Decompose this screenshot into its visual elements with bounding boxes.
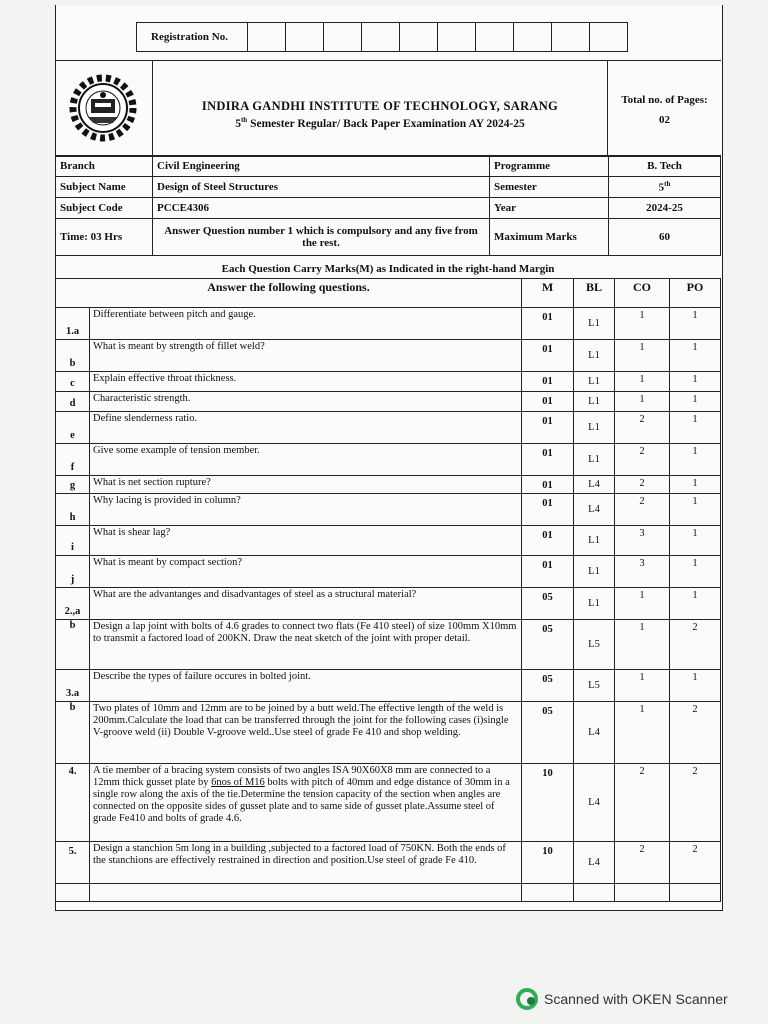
question-bl: L5 [574,620,615,670]
question-row [56,412,721,444]
question-bl: L4 [574,476,615,494]
question-number: g [56,476,90,494]
question-number: b [56,702,90,764]
gear-emblem-icon [55,61,152,156]
question-co: 2 [615,444,670,476]
co-header: CO [615,279,670,308]
question-row [56,444,721,476]
reg-digit-box [247,23,285,51]
question-co: 1 [615,620,670,670]
reg-digit-box [589,23,627,51]
table-header-row [56,279,721,308]
question-bl: L1 [574,412,615,444]
reg-digit-box [513,23,551,51]
questions-table [55,278,721,902]
question-po: 1 [670,526,721,556]
bloom-level-header: BL [574,279,615,308]
semester-label: Semester [490,177,609,198]
subject-code-value: PCCE4306 [153,198,490,219]
question-row [56,372,721,392]
question-marks: 01 [522,412,574,444]
question-po: 2 [670,842,721,884]
question-co: 2 [615,494,670,526]
question-bl: L1 [574,308,615,340]
question-bl: L1 [574,526,615,556]
question-text: Why lacing is provided in column? [90,494,522,526]
question-row [56,620,721,670]
question-number: i [56,526,90,556]
question-co: 3 [615,526,670,556]
time-label: Time: 03 Hrs [56,219,153,256]
question-co: 1 [615,702,670,764]
question-bl: L1 [574,372,615,392]
semester-number: 5 [658,181,665,194]
reg-digit-box [399,23,437,51]
question-row [56,764,721,842]
branch-label: Branch [56,156,153,177]
question-marks: 01 [522,526,574,556]
question-bl: L5 [574,670,615,702]
reg-digit-box [285,23,323,51]
max-marks-label: Maximum Marks [490,219,609,256]
question-bl: L1 [574,588,615,620]
question-text: What is shear lag? [90,526,522,556]
question-number: j [56,556,90,588]
question-bl: L1 [574,556,615,588]
exam-semester-suffix: th [240,116,248,124]
question-text: Design a lap joint with bolts of 4.6 grades to connect two flats (Fe 410 steel) of size 100mm X10mm to transmit a factored load of 200KN. Draw the neat sketch of the joint with proper detail. [90,620,522,670]
question-marks: 05 [522,588,574,620]
question-co: 1 [615,372,670,392]
question-number: 1.a [56,308,90,340]
marks-header: M [522,279,574,308]
question-number: 5. [56,842,90,884]
question-marks: 01 [522,372,574,392]
question-marks: 10 [522,764,574,842]
exam-info-table [55,155,721,256]
branch-value: Civil Engineering [153,156,490,177]
subject-name-value: Design of Steel Structures [153,177,490,198]
question-marks: 01 [522,308,574,340]
reg-digit-box [437,23,475,51]
question-po: 2 [670,702,721,764]
po-header: PO [670,279,721,308]
registration-label: Registration No. [151,31,228,43]
question-po: 1 [670,372,721,392]
exam-title-text: Semester Regular/ Back Paper Examination AY 2024-25 [247,117,525,130]
question-po: 1 [670,494,721,526]
subject-name-label: Subject Name [56,177,153,198]
question-marks: 01 [522,556,574,588]
exam-header [55,60,721,157]
reg-digit-box [551,23,589,51]
question-text: What is meant by strength of fillet weld? [90,340,522,372]
question-po: 1 [670,340,721,372]
empty-row [56,884,721,902]
question-marks: 01 [522,444,574,476]
question-row [56,494,721,526]
reg-digit-box [323,23,361,51]
question-marks: 05 [522,670,574,702]
question-co: 1 [615,340,670,372]
instruction-text: Answer Question number 1 which is compulsory and any five from the rest. [153,219,490,256]
question-bl: L1 [574,444,615,476]
question-row [56,702,721,764]
question-number: b [56,340,90,372]
question-number: e [56,412,90,444]
question-bl: L4 [574,494,615,526]
question-row [56,308,721,340]
institute-name: INDIRA GANDHI INSTITUTE OF TECHNOLOGY, SARANG [201,99,559,113]
total-pages-label: Total no. of Pages: [621,94,708,106]
question-marks: 01 [522,476,574,494]
max-marks-value: 60 [609,219,721,256]
question-marks: 01 [522,392,574,412]
question-po: 2 [670,620,721,670]
semester-value [609,177,721,198]
question-marks: 05 [522,620,574,670]
total-pages [608,61,721,126]
institute-logo [55,61,152,156]
question-text: Define slenderness ratio. [90,412,522,444]
question-bl: L1 [574,392,615,412]
semester-suffix: th [664,180,671,189]
question-text-part: bolts with pitch of 40mm and edge distance of 30mm in a single row along the axis of the tie.Determine the tension capacity of the section when angles are connected on the opposite sides of gusset plate and to same side of gusset plate.Assume steel of grade Fe410 and bolts of grade 4.6. [93,777,510,824]
question-number: 4. [56,764,90,842]
question-number: d [56,392,90,412]
questions-heading: Answer the following questions. [56,279,522,308]
question-bl: L4 [574,702,615,764]
question-row [56,526,721,556]
subject-code-label: Subject Code [56,198,153,219]
question-text-part: A tie member of a bracing system consists of two angles ISA 90X60X8 mm are connected to a 12mm thick gusset plate by [93,765,491,788]
question-co: 2 [615,412,670,444]
reg-digit-box [361,23,399,51]
question-bl: L4 [574,842,615,884]
exam-title [153,116,607,130]
scanner-logo-icon [516,988,538,1010]
question-text: Differentiate between pitch and gauge. [90,308,522,340]
registration-box [136,22,628,52]
question-text: Describe the types of failure occures in bolted joint. [90,670,522,702]
question-row [56,588,721,620]
question-number: f [56,444,90,476]
question-marks: 05 [522,702,574,764]
question-po: 1 [670,392,721,412]
question-marks: 10 [522,842,574,884]
question-row [56,556,721,588]
question-po: 1 [670,588,721,620]
question-text: What is net section rupture? [90,476,522,494]
question-po: 1 [670,670,721,702]
total-pages-value: 02 [659,114,670,126]
question-text: Two plates of 10mm and 12mm are to be joined by a butt weld.The effective length of the weld is 200mm.Calculate the load that can be transferred through the joint for the following cases (i)single V-groove weld (ii) Double V-groove weld..Use steel of grade Fe 410 and shop welding. [90,702,522,764]
question-po: 1 [670,476,721,494]
question-bl: L1 [574,340,615,372]
question-po: 1 [670,412,721,444]
exam-semester-number: 5 [235,117,241,130]
scanner-label: Scanned with OKEN Scanner [544,991,728,1007]
question-text: What are the advantanges and disadvantages of steel as a structural material? [90,588,522,620]
question-number: 3.a [56,670,90,702]
marks-note: Each Question Carry Marks(M) as Indicated in the right-hand Margin [221,263,555,275]
question-po: 2 [670,764,721,842]
question-number: 2.,a [56,588,90,620]
question-co: 3 [615,556,670,588]
question-row [56,476,721,494]
question-co: 1 [615,308,670,340]
question-row [56,392,721,412]
question-co: 1 [615,588,670,620]
question-text [90,764,522,842]
question-text: Design a stanchion 5m long in a building ,subjected to a factored load of 750KN. Both the ends of the stanchions are effectively restrained in direction and position.Use steel of grade Fe 410. [90,842,522,884]
scanner-watermark [516,988,728,1010]
header-title-block [152,61,608,156]
question-number: b [56,620,90,670]
programme-label: Programme [490,156,609,177]
question-number: h [56,494,90,526]
question-number: c [56,372,90,392]
question-text: Explain effective throat thickness. [90,372,522,392]
question-po: 1 [670,556,721,588]
question-row [56,340,721,372]
question-marks: 01 [522,340,574,372]
question-co: 2 [615,476,670,494]
question-co: 1 [615,670,670,702]
question-co: 1 [615,392,670,412]
year-label: Year [490,198,609,219]
question-text: Give some example of tension member. [90,444,522,476]
question-co: 2 [615,764,670,842]
question-row [56,842,721,884]
reg-digit-box [475,23,513,51]
question-text-underlined: 6nos of M16 [211,777,265,788]
question-bl: L4 [574,764,615,842]
year-value: 2024-25 [609,198,721,219]
question-co: 2 [615,842,670,884]
question-text: What is meant by compact section? [90,556,522,588]
question-po: 1 [670,308,721,340]
question-text: Characteristic strength. [90,392,522,412]
question-row [56,670,721,702]
question-marks: 01 [522,494,574,526]
question-po: 1 [670,444,721,476]
programme-value: B. Tech [609,156,721,177]
